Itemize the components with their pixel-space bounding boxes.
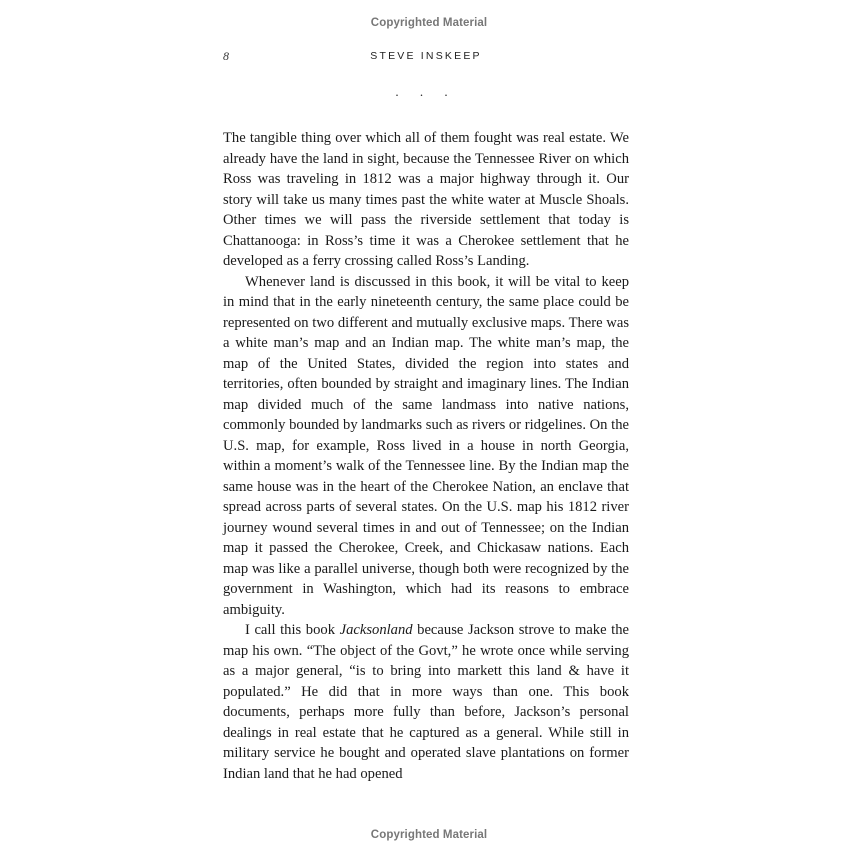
paragraph-real-estate: The tangible thing over which all of them fought was real estate. We already have the land in sight, because the Tennessee River on which Ross was traveling in 1812 was a major highway through it. Our story will take us many times past the white water at Muscle Shoals. Other times we will pass the riverside settlement that today is Chattanooga: in Ross’s time it was a Cherokee settlement that he developed as a ferry crossing called Ross’s Landing. — [223, 130, 629, 269]
page-header — [223, 49, 629, 67]
body-text — [223, 128, 629, 784]
book-title-italic: Jacksonland — [339, 622, 413, 638]
copyright-watermark-top: Copyrighted Material — [370, 17, 488, 29]
paragraph-jacksonland-before: I call this book — [245, 622, 340, 638]
page-number: 8 — [223, 49, 229, 63]
paragraph-two-maps: Whenever land is discussed in this book, it will be vital to keep in mind that in the early nineteenth century, the same place could be represented on two different and mutually exclusive maps. There was a white man’s map and an Indian map. The white man’s map, the map of the United States, divided the region into states and territories, often bounded by straight and imaginary lines. The Indian map divided much of the same landmass into native nations, commonly bounded by landmarks such as rivers or ridgelines. On the U.S. map, for example, Ross lived in a house in north Georgia, within a moment’s walk of the Tennessee line. By the Indian map the same house was in the heart of the Cherokee Nation, an enclave that spread across parts of several states. On the U.S. map his 1812 river journey wound several times in and out of Tennessee; on the Indian map it passed the Cherokee, Creek, and Chickasaw nations. Each map was like a parallel universe, though both were recognized by the government in Washington, which had its reasons to embrace ambiguity. — [223, 273, 629, 618]
paragraph-jacksonland-after: because Jackson strove to make the map his own. “The object of the Govt,” he wrote once while serving as a major general, “is to bring into markett this land & have it populated.” He did that in more ways than one. This book documents, perhaps more fully than before, Jackson’s personal dealings in real estate that he captured as a general. While still in military service he bought and operated slave plantations on former Indian land that he had opened — [223, 622, 629, 782]
section-break-ellipsis: . . . — [395, 84, 457, 99]
copyright-watermark-bottom: Copyrighted Material — [370, 829, 488, 841]
paragraph-jacksonland — [223, 620, 629, 784]
running-head-author: STEVE INSKEEP — [370, 50, 482, 62]
